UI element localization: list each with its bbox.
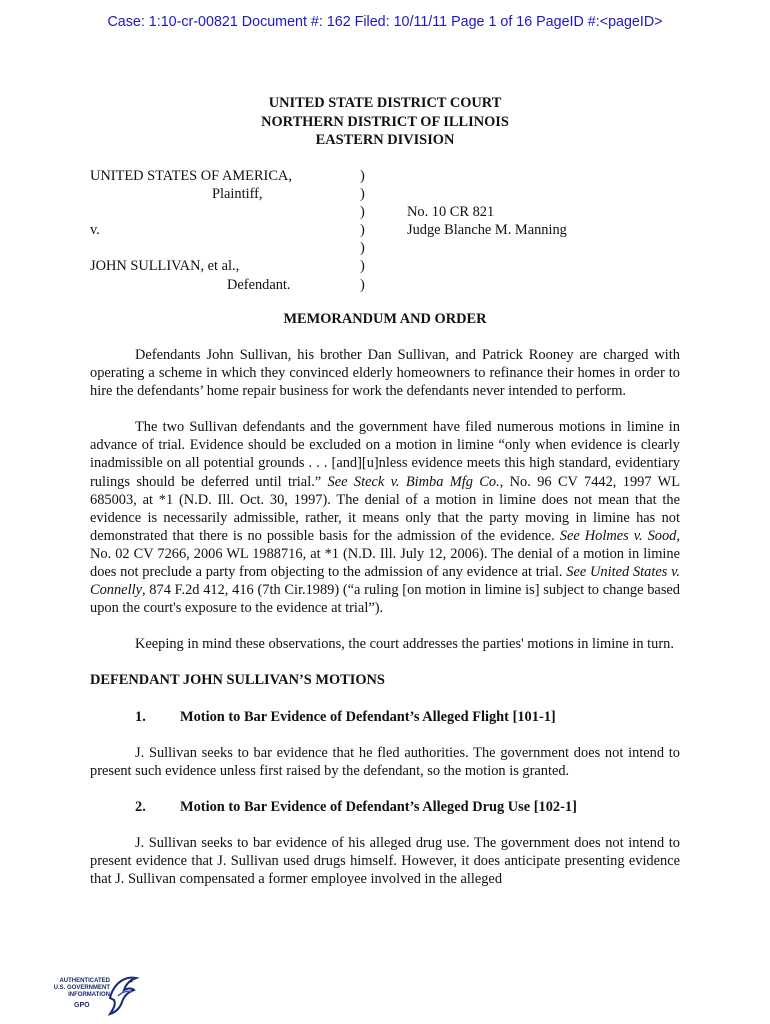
- text-run: , No. 96 CV 7442, 1997 WL 685003, at *1 (N.D. Ill. Oct. 30, 1997). The denial of a motion in limine does not mean that the evidence is necessarily admissible, rather, it means only that the party moving in limine has not demonstrated that there is no possible basis for the admission of the evidence.: [90, 473, 681, 544]
- case-number: No. 10 CR 821: [407, 204, 495, 221]
- caption-paren: ): [360, 276, 365, 293]
- motion-text: J. Sullivan seeks to bar evidence that he fled authorities. The government does not intend to present such evidence unless first raised by the defendant, so the motion is granted.: [90, 744, 680, 779]
- motion-number: 1.: [135, 708, 146, 725]
- judge-name: Judge Blanche M. Manning: [407, 222, 567, 239]
- motion-number: 2.: [135, 798, 146, 815]
- gpo-logo-text: [44, 978, 110, 999]
- eagle-icon: [104, 972, 140, 1016]
- court-division: EASTERN DIVISION: [315, 132, 455, 148]
- motion-heading: [90, 708, 680, 726]
- gpo-line: INFORMATION: [68, 992, 110, 998]
- citation: See Steck v. Bimba Mfg Co.: [327, 473, 500, 490]
- citation: See Holmes v. Sood: [559, 527, 677, 544]
- case-header-stamp: Case: 1:10-cr-00821 Document #: 162 Filed: 10/11/11 Page 1 of 16 PageID #:<pageID>: [107, 14, 663, 30]
- plaintiff-name: UNITED STATES OF AMERICA,: [90, 168, 292, 184]
- caption-parties: [90, 167, 350, 294]
- gpo-line: U.S. GOVERNMENT: [53, 985, 110, 991]
- caption-paren: ): [360, 258, 365, 275]
- caption-paren: ): [360, 168, 365, 184]
- caption-paren: ): [360, 222, 365, 239]
- caption-parentheses: [360, 167, 372, 294]
- caption-paren: ): [360, 186, 365, 203]
- gpo-authentication-logo: [44, 972, 140, 1018]
- defendant-role: Defendant.: [227, 276, 291, 293]
- caption-case-info: [407, 203, 707, 239]
- text-run: The two Sullivan defendants and the government have filed numerous motions in limine in advance of trial. Evidence should be excluded on a motion in limine “only when evidence is clearly inadmissible on all potential grounds . . . [and][u]nless evidence meets this high standard, evidentiary rulings should be deferred until trial.”: [90, 419, 680, 490]
- paragraph-transition: Keeping in mind these observations, the court addresses the parties' motions in limine in turn.: [135, 636, 674, 653]
- motion-title: Motion to Bar Evidence of Defendant’s Alleged Drug Use [102-1]: [180, 798, 577, 815]
- memo-title: MEMORANDUM AND ORDER: [283, 311, 487, 327]
- section-heading: DEFENDANT JOHN SULLIVAN’S MOTIONS: [90, 672, 385, 689]
- court-heading: [90, 94, 680, 150]
- motion-heading: [90, 798, 680, 816]
- document-body: [90, 346, 680, 906]
- versus: v.: [90, 222, 100, 239]
- motion-title: Motion to Bar Evidence of Defendant’s Alleged Flight [101-1]: [180, 708, 556, 725]
- plaintiff-role: Plaintiff,: [212, 186, 263, 203]
- motion-text: J. Sullivan seeks to bar evidence of his alleged drug use. The government does not intend to present evidence that J. Sullivan used drugs himself. However, it does anticipate presenting evidence that J. Sullivan compensated a former employee involved in the alleged: [90, 834, 680, 888]
- gpo-mark: GPO: [74, 1002, 90, 1009]
- paragraph-standard: [90, 418, 680, 617]
- caption-paren: ): [360, 240, 365, 257]
- court-district: NORTHERN DISTRICT OF ILLINOIS: [261, 113, 509, 130]
- court-name: UNITED STATE DISTRICT COURT: [268, 95, 502, 111]
- citation: See United States v. Connelly: [90, 564, 680, 599]
- text-run: , No. 02 CV 7266, 2006 WL 1988716, at *1 (N.D. Ill. July 12, 2006). The denial of a motion in limine does not preclude a party from objecting to the admission of any evidence at trial.: [90, 527, 680, 581]
- defendant-name: JOHN SULLIVAN, et al.,: [90, 258, 240, 275]
- gpo-line: AUTHENTICATED: [59, 978, 110, 984]
- text-run: , 874 F.2d 412, 416 (7th Cir.1989) (“a ruling [on motion in limine is] subject to change based upon the court's exposure to the evidence at trial”).: [90, 582, 680, 617]
- caption-paren: ): [360, 204, 365, 221]
- paragraph-intro: Defendants John Sullivan, his brother Dan Sullivan, and Patrick Rooney are charged with operating a scheme in which they convinced elderly homeowners to refinance their homes in order to hire the defendants’ home repair business for work the defendants never intended to perform.: [90, 347, 680, 400]
